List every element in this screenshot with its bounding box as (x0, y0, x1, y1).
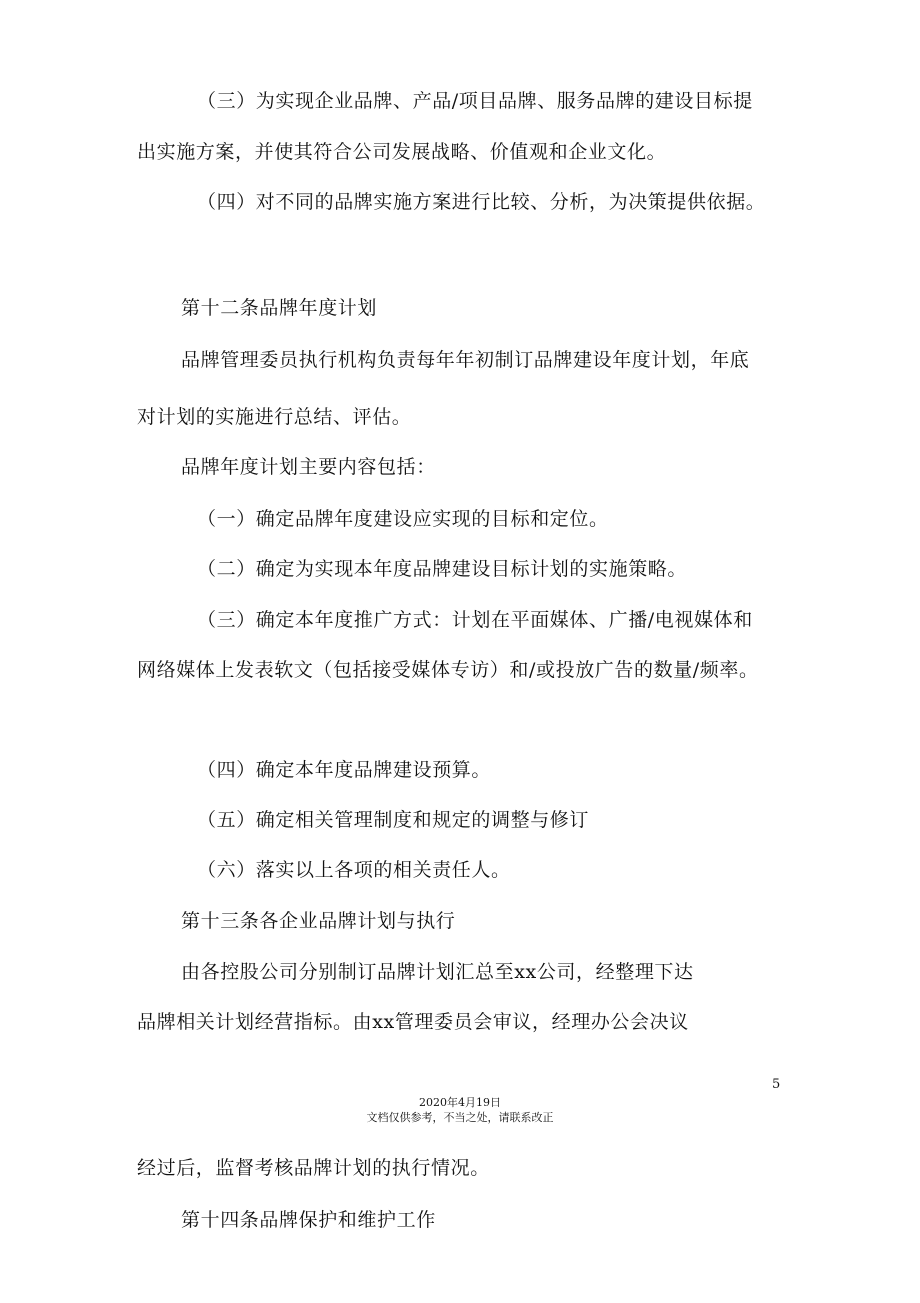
list-item: （一）确定品牌年度建设应实现的目标和定位。 (197, 508, 609, 530)
section-heading: 第十三条各企业品牌计划与执行 (181, 910, 456, 932)
paragraph-line: 出实施方案，并使其符合公司发展战略、价值观和企业文化。 (137, 141, 667, 163)
list-item: （三）确定本年度推广方式：计划在平面媒体、广播/电视媒体和 (197, 609, 753, 631)
section-heading: 第十二条品牌年度计划 (181, 297, 378, 319)
footer-note: 文档仅供参考，不当之处，请联系改正 (366, 1111, 554, 1124)
list-item: （六）落实以上各项的相关责任人。 (197, 859, 511, 881)
list-item: （五）确定相关管理制度和规定的调整与修订 (197, 809, 590, 831)
list-item: （二）确定为实现本年度品牌建设目标计划的实施策略。 (197, 558, 688, 580)
list-item: （四）确定本年度品牌建设预算。 (197, 759, 492, 781)
paragraph-line: 由各控股公司分别制订品牌计划汇总至xx公司，经整理下达 (181, 961, 694, 983)
paragraph-line: 网络媒体上发表软文（包括接受媒体专访）和/或投放广告的数量/频率。 (137, 659, 759, 681)
footer-date: 2020年4月19日 (419, 1096, 501, 1109)
page-number: 5 (772, 1077, 781, 1092)
paragraph-line: 品牌相关计划经营指标。由xx管理委员会审议，经理办公会决议 (137, 1011, 689, 1033)
section-heading: 第十四条品牌保护和维护工作 (181, 1209, 436, 1231)
paragraph-line: 品牌年度计划主要内容包括： (181, 456, 436, 478)
paragraph-line: （四）对不同的品牌实施方案进行比较、分析，为决策提供依据。 (197, 191, 766, 213)
paragraph-line: 对计划的实施进行总结、评估。 (137, 406, 412, 428)
paragraph-line: （三）为实现企业品牌、产品/项目品牌、服务品牌的建设目标提 (197, 90, 753, 112)
paragraph-line: 品牌管理委员执行机构负责每年年初制订品牌建设年度计划，年底 (181, 349, 750, 371)
paragraph-line: 经过后，监督考核品牌计划的执行情况。 (137, 1157, 490, 1179)
